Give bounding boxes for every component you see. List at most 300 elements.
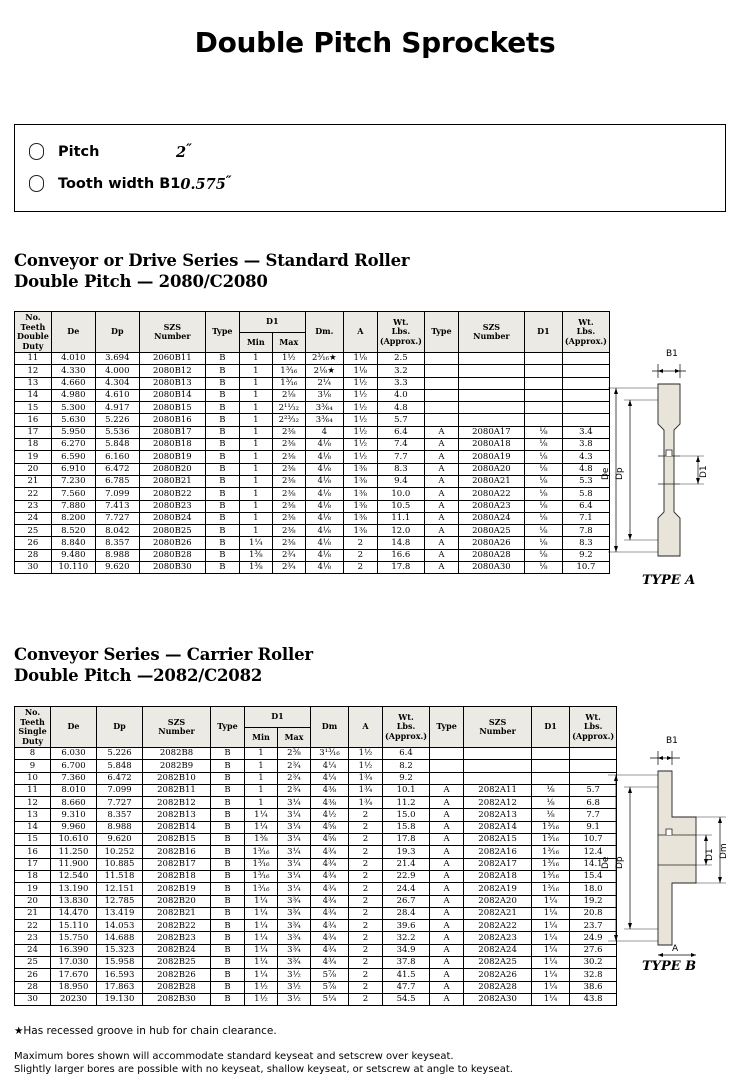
- table-cell: 9.310: [51, 809, 97, 821]
- table-cell: 3.694: [95, 353, 139, 365]
- table-cell: 9.620: [97, 834, 143, 846]
- table-cell: 24: [15, 512, 52, 524]
- table-cell: ¹⁄₈: [524, 426, 562, 438]
- table-row: [15, 488, 610, 500]
- table-cell: 2082A12: [464, 797, 532, 809]
- table-cell: A: [430, 834, 464, 846]
- table-cell: 4.980: [51, 389, 95, 401]
- table-cell: 2082B11: [143, 784, 211, 796]
- table-row: [15, 439, 610, 451]
- table-cell: 15.323: [97, 944, 143, 956]
- table-cell: 4⅛: [305, 562, 343, 574]
- table-row: [15, 353, 610, 365]
- table-cell: 2080B19: [139, 451, 205, 463]
- table-cell: 4¾: [311, 944, 349, 956]
- table-cell: 1³⁄₁₆: [532, 870, 570, 882]
- table-cell: 15.0: [383, 809, 430, 821]
- table-cell: 23: [15, 500, 52, 512]
- table-cell: 1³⁄₈: [239, 562, 272, 574]
- table-cell: 17.670: [51, 969, 97, 981]
- table-cell: 2082A22: [464, 920, 532, 932]
- table-cell: 2080A26: [458, 537, 524, 549]
- spec-label-pitch: Pitch: [58, 143, 100, 160]
- table-cell: 37.8: [383, 957, 430, 969]
- table-2080: [14, 311, 610, 574]
- table-cell: 2082B9: [143, 760, 211, 772]
- table-cell: 26: [15, 969, 51, 981]
- table-row: [15, 993, 617, 1005]
- section-heading-2082-line2: Double Pitch —2082/C2082: [14, 666, 263, 685]
- table-row: [15, 969, 617, 981]
- table-cell: 2082B16: [143, 846, 211, 858]
- table-cell: 38.6: [570, 981, 617, 993]
- table-cell: 1³⁄₁₆: [272, 365, 305, 377]
- table-cell: 4.8: [377, 402, 424, 414]
- table-cell: 2.5: [377, 353, 424, 365]
- table-cell: 2082A14: [464, 821, 532, 833]
- table-cell: 4⅛: [305, 439, 343, 451]
- table-cell: 9.2: [562, 549, 609, 561]
- table-cell: [424, 414, 458, 426]
- table-cell: 17.8: [383, 834, 430, 846]
- footnote-max-bores-line1: Maximum bores shown will accommodate standard keyseat and setscrew over keyseat.: [14, 1051, 454, 1062]
- table-cell: 1: [245, 748, 278, 760]
- table-cell: 2080B17: [139, 426, 205, 438]
- label-d1: D1: [699, 465, 709, 478]
- table-cell: 32.8: [570, 969, 617, 981]
- table-cell: A: [424, 549, 458, 561]
- table-2080-body: [15, 353, 610, 574]
- table-cell: 3½: [278, 993, 311, 1005]
- table-cell: 2082B19: [143, 883, 211, 895]
- table-cell: [524, 414, 562, 426]
- table-cell: 10.885: [97, 858, 143, 870]
- table-cell: 11: [15, 353, 52, 365]
- table-cell: 1¼: [532, 993, 570, 1005]
- table-cell: 2⅜: [272, 439, 305, 451]
- table-cell: 2082B21: [143, 907, 211, 919]
- table-cell: 5⅞: [311, 969, 349, 981]
- table-cell: ¹⁄₈: [524, 549, 562, 561]
- table-cell: ¹⁄₈: [524, 500, 562, 512]
- table-row: [15, 463, 610, 475]
- table-cell: 3¹³⁄₁₆: [311, 748, 349, 760]
- table-cell: 1: [239, 463, 272, 475]
- table-cell: 22: [15, 920, 51, 932]
- table-cell: 2: [349, 944, 383, 956]
- table-cell: 10: [15, 772, 51, 784]
- table-cell: A: [430, 784, 464, 796]
- table-2082: [14, 706, 617, 1006]
- table-cell: [458, 365, 524, 377]
- table-cell: [458, 389, 524, 401]
- table-cell: [424, 377, 458, 389]
- table-cell: 8.357: [95, 537, 139, 549]
- table-cell: 1³⁄₈: [239, 549, 272, 561]
- table-cell: [458, 414, 524, 426]
- table-cell: 1¼: [532, 907, 570, 919]
- table-cell: 4.0: [377, 389, 424, 401]
- table-cell: 2: [349, 858, 383, 870]
- th-d1-group: D1: [245, 707, 311, 728]
- table-cell: 2082A28: [464, 981, 532, 993]
- table-cell: 2: [349, 846, 383, 858]
- table-cell: 6.4: [377, 426, 424, 438]
- th-d1-min: Min: [245, 727, 278, 748]
- th-szs-number: SZS Number: [139, 312, 205, 353]
- table-row: [15, 784, 617, 796]
- table-cell: 9.1: [570, 821, 617, 833]
- table-cell: 20: [15, 463, 52, 475]
- bullet-checkbox-icon[interactable]: [29, 143, 44, 160]
- table-cell: 2080B22: [139, 488, 205, 500]
- table-cell: B: [205, 439, 239, 451]
- th-type-b: Type: [430, 707, 464, 748]
- table-cell: 1: [239, 402, 272, 414]
- table-cell: 18.0: [570, 883, 617, 895]
- table-row: [15, 451, 610, 463]
- table-cell: 1½: [349, 748, 383, 760]
- table-cell: 7.360: [51, 772, 97, 784]
- table-cell: 14: [15, 821, 51, 833]
- table-cell: 2082A21: [464, 907, 532, 919]
- table-cell: 2082A18: [464, 870, 532, 882]
- table-row: [15, 846, 617, 858]
- table-cell: 1³⁄₁₆: [532, 858, 570, 870]
- table-cell: 2080A21: [458, 475, 524, 487]
- table-cell: 2080A24: [458, 512, 524, 524]
- table-cell: 10.7: [562, 562, 609, 574]
- table-cell: 1: [239, 353, 272, 365]
- table-cell: 47.7: [383, 981, 430, 993]
- table-cell: B: [205, 414, 239, 426]
- table-cell: 1¼: [245, 944, 278, 956]
- table-cell: A: [424, 463, 458, 475]
- table-cell: ¹⁄₈: [524, 562, 562, 574]
- table-cell: B: [205, 537, 239, 549]
- table-cell: 1³⁄₈: [245, 834, 278, 846]
- bullet-checkbox-icon[interactable]: [29, 175, 44, 192]
- table-cell: 16.6: [377, 549, 424, 561]
- label-de: De: [601, 467, 611, 480]
- table-cell: 22.9: [383, 870, 430, 882]
- table-cell: B: [205, 426, 239, 438]
- table-cell: 3¾: [278, 920, 311, 932]
- table-cell: 2: [349, 993, 383, 1005]
- table-row: [15, 537, 610, 549]
- table-cell: 18: [15, 870, 51, 882]
- table-cell: 1: [239, 500, 272, 512]
- table-cell: 2: [349, 920, 383, 932]
- table-cell: 3¼: [278, 870, 311, 882]
- table-cell: 1: [239, 488, 272, 500]
- table-cell: B: [211, 870, 245, 882]
- table-cell: B: [211, 772, 245, 784]
- table-cell: 1: [245, 760, 278, 772]
- table-cell: B: [211, 846, 245, 858]
- table-cell: 5¼: [311, 993, 349, 1005]
- table-cell: 8.3: [377, 463, 424, 475]
- table-cell: 1¼: [532, 932, 570, 944]
- table-cell: ¹⁄₈: [524, 512, 562, 524]
- table-cell: 25: [15, 525, 52, 537]
- table-cell: 3¼: [278, 858, 311, 870]
- table-cell: 3.3: [377, 377, 424, 389]
- table-cell: 5.7: [570, 784, 617, 796]
- table-cell: [524, 377, 562, 389]
- table-cell: 6.700: [51, 760, 97, 772]
- table-cell: B: [205, 389, 239, 401]
- table-cell: [430, 772, 464, 784]
- th-weight: Wt. Lbs. (Approx.): [377, 312, 424, 353]
- table-cell: 2080B24: [139, 512, 205, 524]
- table-cell: 1: [245, 772, 278, 784]
- table-cell: B: [205, 549, 239, 561]
- table-cell: 7.099: [95, 488, 139, 500]
- table-cell: 25: [15, 957, 51, 969]
- table-cell: 2080B21: [139, 475, 205, 487]
- table-cell: A: [430, 944, 464, 956]
- th-a: A: [349, 707, 383, 748]
- table-cell: 2080B25: [139, 525, 205, 537]
- th-no-teeth: No. Teeth Single Duty: [15, 707, 51, 748]
- table-cell: 1³⁄₁₆: [245, 858, 278, 870]
- table-cell: 4⅜: [311, 797, 349, 809]
- table-cell: 2082A24: [464, 944, 532, 956]
- table-cell: 2080A28: [458, 549, 524, 561]
- label-dp: Dp: [615, 856, 625, 869]
- table-cell: 12: [15, 797, 51, 809]
- table-cell: A: [430, 932, 464, 944]
- table-cell: 8.2: [383, 760, 430, 772]
- table-cell: 2080B15: [139, 402, 205, 414]
- table-cell: 2082B17: [143, 858, 211, 870]
- table-cell: 1¼: [245, 957, 278, 969]
- table-cell: 4.917: [95, 402, 139, 414]
- table-cell: 1: [245, 797, 278, 809]
- table-cell: B: [211, 932, 245, 944]
- table-cell: 8.520: [51, 525, 95, 537]
- table-cell: 4⅛: [305, 500, 343, 512]
- table-cell: 14.688: [97, 932, 143, 944]
- footnote-max-bores: [14, 1050, 513, 1076]
- table-cell: 5.630: [51, 414, 95, 426]
- table-cell: 7.7: [570, 809, 617, 821]
- table-cell: 2080A20: [458, 463, 524, 475]
- table-cell: 23: [15, 932, 51, 944]
- table-cell: 3½: [278, 981, 311, 993]
- table-cell: B: [205, 562, 239, 574]
- table-cell: 2082A25: [464, 957, 532, 969]
- table-row: [15, 944, 617, 956]
- table-cell: B: [211, 957, 245, 969]
- table-cell: 28.4: [383, 907, 430, 919]
- table-cell: 1¾: [349, 784, 383, 796]
- table-cell: ¹⁄₈: [524, 488, 562, 500]
- table-cell: 2082B8: [143, 748, 211, 760]
- table-cell: 1¼: [239, 537, 272, 549]
- table-cell: 30: [15, 993, 51, 1005]
- table-cell: 7.560: [51, 488, 95, 500]
- table-cell: 17: [15, 426, 52, 438]
- table-cell: 19: [15, 883, 51, 895]
- table-cell: B: [211, 858, 245, 870]
- label-dm: Dm: [719, 843, 729, 859]
- table-cell: B: [211, 834, 245, 846]
- table-cell: [424, 402, 458, 414]
- th-szs-number: SZS Number: [143, 707, 211, 748]
- table-cell: 26.7: [383, 895, 430, 907]
- table-cell: 1: [239, 439, 272, 451]
- th-type: Type: [205, 312, 239, 353]
- table-cell: 1¼: [532, 944, 570, 956]
- table-cell: 5.950: [51, 426, 95, 438]
- table-row: [15, 525, 610, 537]
- table-cell: 11.250: [51, 846, 97, 858]
- th-de: De: [51, 312, 95, 353]
- table-cell: 2082A20: [464, 895, 532, 907]
- table-cell: 2082A19: [464, 883, 532, 895]
- table-cell: 2082B25: [143, 957, 211, 969]
- table-cell: 2⅜: [272, 488, 305, 500]
- th-szs-number-b: SZS Number: [464, 707, 532, 748]
- table-cell: 2¼: [305, 377, 343, 389]
- table-cell: 3³⁄₆₄: [305, 414, 343, 426]
- table-cell: 4⅛: [305, 451, 343, 463]
- th-d1-b: D1: [524, 312, 562, 353]
- table-cell: 1: [239, 451, 272, 463]
- table-cell: 2¹¹⁄₃₂: [272, 402, 305, 414]
- table-cell: 7.230: [51, 475, 95, 487]
- table-cell: 10.1: [383, 784, 430, 796]
- table-cell: 1⅜: [343, 488, 377, 500]
- table-cell: 11.2: [383, 797, 430, 809]
- table-cell: 4¾: [311, 920, 349, 932]
- table-cell: 1½: [343, 414, 377, 426]
- table-cell: A: [424, 562, 458, 574]
- table-cell: 1¼: [245, 932, 278, 944]
- spec-unit-tooth-width: ″: [225, 174, 232, 189]
- table-cell: 2: [343, 537, 377, 549]
- table-cell: 1³⁄₁₆: [272, 377, 305, 389]
- section-heading-2082-line1: Conveyor Series — Carrier Roller: [14, 645, 313, 664]
- table-cell: 3¼: [278, 797, 311, 809]
- table-cell: 10.110: [51, 562, 95, 574]
- table-cell: 2082B10: [143, 772, 211, 784]
- table-row: [15, 426, 610, 438]
- table-cell: ¹⁄₈: [532, 784, 570, 796]
- table-cell: 2080B13: [139, 377, 205, 389]
- table-2082-header: [15, 707, 617, 748]
- table-cell: 4.010: [51, 353, 95, 365]
- table-cell: 9.4: [377, 475, 424, 487]
- spec-value-pitch: 2″: [176, 142, 192, 161]
- table-cell: 6.030: [51, 748, 97, 760]
- th-d1-max: Max: [272, 332, 305, 353]
- table-cell: 15: [15, 834, 51, 846]
- table-cell: 4.330: [51, 365, 95, 377]
- table-cell: 2: [349, 907, 383, 919]
- table-cell: B: [211, 944, 245, 956]
- table-cell: 1¾: [349, 797, 383, 809]
- table-cell: 6.8: [570, 797, 617, 809]
- table-cell: 2082B14: [143, 821, 211, 833]
- table-cell: 14: [15, 389, 52, 401]
- table-cell: 8.988: [95, 549, 139, 561]
- table-cell: 3¾: [278, 944, 311, 956]
- table-cell: 4⅛: [305, 512, 343, 524]
- section-heading-2080: [14, 250, 409, 292]
- table-cell: 4.3: [562, 451, 609, 463]
- table-cell: A: [430, 821, 464, 833]
- table-2080-header: [15, 312, 610, 353]
- table-cell: 3½: [278, 969, 311, 981]
- spec-box: [14, 124, 726, 212]
- table-cell: 11.518: [97, 870, 143, 882]
- spec-unit-pitch: ″: [186, 142, 192, 157]
- table-cell: 2080B18: [139, 439, 205, 451]
- th-d1-group: D1: [239, 312, 305, 333]
- table-row: [15, 748, 617, 760]
- footnote-star: ★Has recessed groove in hub for chain clearance.: [14, 1025, 277, 1037]
- table-cell: [524, 353, 562, 365]
- table-cell: A: [424, 475, 458, 487]
- table-cell: 1½: [343, 377, 377, 389]
- table-cell: 24.9: [570, 932, 617, 944]
- table-cell: 7.880: [51, 500, 95, 512]
- table-cell: 3¼: [278, 821, 311, 833]
- table-cell: 28: [15, 981, 51, 993]
- table-cell: 15.958: [97, 957, 143, 969]
- table-cell: [430, 760, 464, 772]
- table-cell: B: [211, 784, 245, 796]
- table-cell: [430, 748, 464, 760]
- table-cell: 2080B14: [139, 389, 205, 401]
- table-cell: 2082B20: [143, 895, 211, 907]
- th-d1-b: D1: [532, 707, 570, 748]
- table-cell: 5.536: [95, 426, 139, 438]
- table-cell: B: [211, 981, 245, 993]
- table-cell: 3¾: [278, 932, 311, 944]
- table-cell: 2¾: [272, 549, 305, 561]
- table-cell: A: [430, 870, 464, 882]
- table-cell: 7.099: [97, 784, 143, 796]
- table-cell: 2082B13: [143, 809, 211, 821]
- table-cell: 10.5: [377, 500, 424, 512]
- table-cell: A: [430, 907, 464, 919]
- table-cell: 26: [15, 537, 52, 549]
- table-cell: 1¼: [532, 969, 570, 981]
- table-cell: 2¾: [278, 760, 311, 772]
- table-cell: 14.8: [377, 537, 424, 549]
- table-cell: 30: [15, 562, 52, 574]
- th-type: Type: [211, 707, 245, 748]
- table-cell: 19.2: [570, 895, 617, 907]
- table-cell: A: [430, 981, 464, 993]
- table-cell: A: [424, 488, 458, 500]
- table-cell: B: [205, 512, 239, 524]
- table-cell: 4⅝: [311, 834, 349, 846]
- table-cell: 19.130: [97, 993, 143, 1005]
- table-cell: 2080B28: [139, 549, 205, 561]
- table-cell: 4¾: [311, 957, 349, 969]
- table-cell: 1½: [343, 402, 377, 414]
- table-cell: 10.252: [97, 846, 143, 858]
- table-cell: 8.357: [97, 809, 143, 821]
- table-cell: 4⅛: [305, 525, 343, 537]
- table-cell: ¹⁄₈: [524, 537, 562, 549]
- spec-label-tooth-width: Tooth width B1: [58, 175, 181, 192]
